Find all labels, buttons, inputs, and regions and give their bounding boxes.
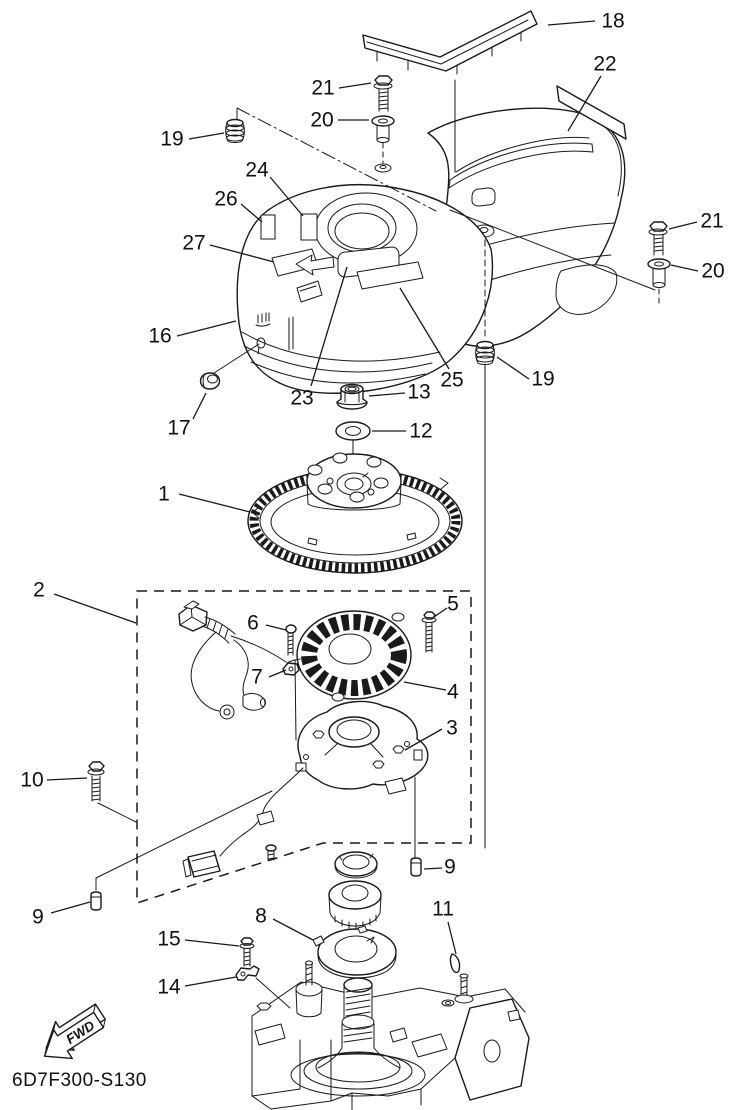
fwd-arrow [32, 998, 113, 1070]
base-plate [183, 660, 428, 877]
callout-20: 20 [701, 259, 725, 283]
callout-24: 24 [245, 158, 269, 182]
callout-16: 16 [148, 324, 172, 348]
bolt-21-right [649, 222, 667, 255]
bolt-5 [422, 612, 436, 652]
latch-recess [472, 188, 495, 206]
callout-21: 21 [700, 209, 724, 233]
grommet-19-left [226, 109, 245, 143]
callout-14: 14 [157, 975, 181, 999]
callout-leader-7 [269, 670, 286, 677]
top-cowling [237, 185, 492, 394]
callout-leader-26 [241, 204, 262, 222]
screw-15 [240, 938, 254, 966]
washer-12 [336, 422, 370, 440]
callout-leader-4 [404, 682, 446, 690]
callout-10: 10 [20, 768, 44, 792]
callout-leader-5 [434, 608, 447, 617]
callout-leader-9 [51, 902, 90, 913]
collar-20-right [648, 259, 670, 306]
rotor-stack [313, 852, 396, 978]
callout-17: 17 [167, 416, 191, 440]
callout-leader-18 [548, 21, 595, 25]
callout-9: 9 [32, 905, 44, 929]
engine-block [252, 961, 529, 1110]
callout-6: 6 [247, 611, 259, 635]
callout-19: 19 [531, 367, 555, 391]
decal-24 [301, 214, 317, 240]
grommet-19-right [476, 342, 495, 365]
collar-20-top [372, 116, 394, 143]
callout-3: 3 [446, 716, 458, 740]
dowel-pin-left [91, 791, 272, 910]
ring-terminal [220, 705, 234, 719]
callout-13: 13 [407, 380, 431, 404]
callout-7: 7 [251, 665, 263, 689]
trim-strip [363, 11, 537, 74]
callout-leader-10 [47, 778, 87, 780]
callout-leader-14 [185, 977, 236, 986]
callout-23: 23 [290, 386, 314, 410]
callout-20: 20 [310, 108, 334, 132]
callout-5: 5 [447, 592, 459, 616]
callout-leader-13 [369, 393, 405, 396]
callout-1: 1 [158, 482, 170, 506]
callout-2: 2 [33, 578, 45, 602]
callout-leader-11 [448, 922, 456, 954]
diagram-code: 6D7F300-S130 [12, 1070, 147, 1091]
callout-21: 21 [311, 76, 335, 100]
bolt-21-top [374, 76, 392, 111]
callout-leader-19 [497, 357, 529, 379]
callout-leader-19 [189, 133, 224, 139]
callout-leader-6 [266, 625, 286, 630]
woodruff-key [451, 954, 460, 972]
callout-4: 4 [447, 680, 459, 704]
fwd-label: FWD [63, 1017, 98, 1048]
callout-25: 25 [440, 368, 464, 392]
clamp-7 [283, 663, 299, 675]
callout-26: 26 [214, 187, 238, 211]
callout-leader-2 [54, 594, 136, 623]
callout-11: 11 [432, 897, 454, 921]
wire-harness [179, 601, 286, 719]
dowel-pin-right [411, 777, 421, 876]
screw-6 [286, 625, 296, 655]
callout-12: 12 [409, 419, 433, 443]
callout-leader-8 [273, 919, 313, 940]
callout-15: 15 [157, 927, 181, 951]
clamp-14 [236, 966, 290, 1008]
callout-leader-21 [669, 222, 697, 229]
callout-leader-9 [424, 868, 442, 869]
decal-26 [261, 215, 275, 239]
plug-17 [201, 373, 220, 389]
callout-leader-17 [193, 393, 206, 419]
bullet-connector [243, 693, 265, 710]
flywheel [248, 441, 462, 573]
callout-19: 19 [160, 127, 184, 151]
callout-9: 9 [444, 855, 456, 879]
stator-coil [287, 611, 411, 701]
callout-leader-21 [339, 83, 371, 88]
callout-18: 18 [601, 9, 625, 33]
callout-leader-16 [177, 321, 236, 336]
flange-nut-13 [337, 385, 367, 410]
callout-leader-15 [185, 940, 239, 946]
callout-leader-20 [671, 265, 698, 271]
bolt-10 [88, 762, 136, 822]
callout-leader-1 [179, 494, 250, 512]
callout-8: 8 [255, 904, 267, 928]
callout-22: 22 [593, 52, 617, 76]
pickup-lead-wire [220, 768, 303, 856]
callout-27: 27 [182, 231, 206, 255]
